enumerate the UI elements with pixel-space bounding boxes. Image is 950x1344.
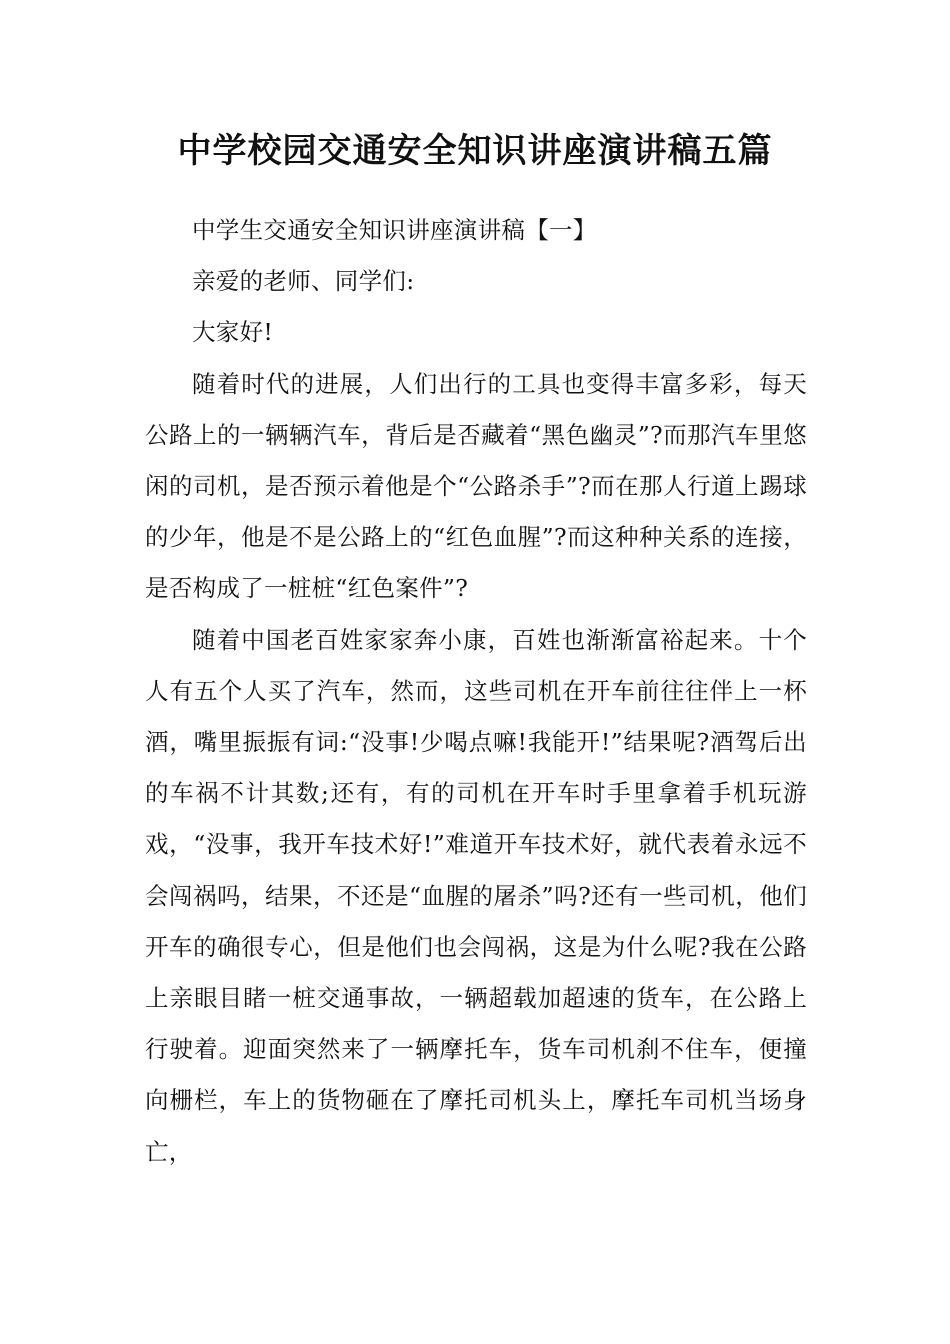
document-title: 中学校园交通安全知识讲座演讲稿五篇 [177,131,773,171]
salutation: 亲爱的老师、同学们: [192,267,415,296]
body-paragraph: 随着中国老百姓家家奔小康，百姓也渐渐富裕起来。十个人有五个人买了汽车，然而，这些司机在开车前往往伴上一杯酒，嘴里振振有词:“没事!少喝点嘛!我能开!”结果呢?酒驾后出的车祸不计其数;还有，有的司机在开车时手里拿着手机玩游戏，“没事，我开车技术好!”难道开车技术好，就代表着永远不会闯祸吗，结果，不还是“血腥的屠杀”吗?还有一些司机，他们开车的确很专心，但是他们也会闯祸，这是为什么呢?我在公路上亲眼目睹一桩交通事故，一辆超载加超速的货车，在公路上行驶着。迎面突然来了一辆摩托车，货车司机刹不住车，便撞向栅栏，车上的货物砸在了摩托司机头上，摩托车司机当场身亡， [145,625,807,1166]
body-paragraph: 随着时代的进展，人们出行的工具也变得丰富多彩，每天公路上的一辆辆汽车，背后是否藏着“黑色幽灵”?而那汽车里悠闲的司机，是否预示着他是个“公路杀手”?而在那人行道上踢球的少年，他是不是公路上的“红色血腥”?而这种种关系的连接，是否构成了一桩桩“红色案件”? [145,369,807,603]
section-heading: 中学生交通安全知识讲座演讲稿【一】 [192,216,597,244]
document-body [145,205,807,1178]
greeting: 大家好! [192,318,274,347]
